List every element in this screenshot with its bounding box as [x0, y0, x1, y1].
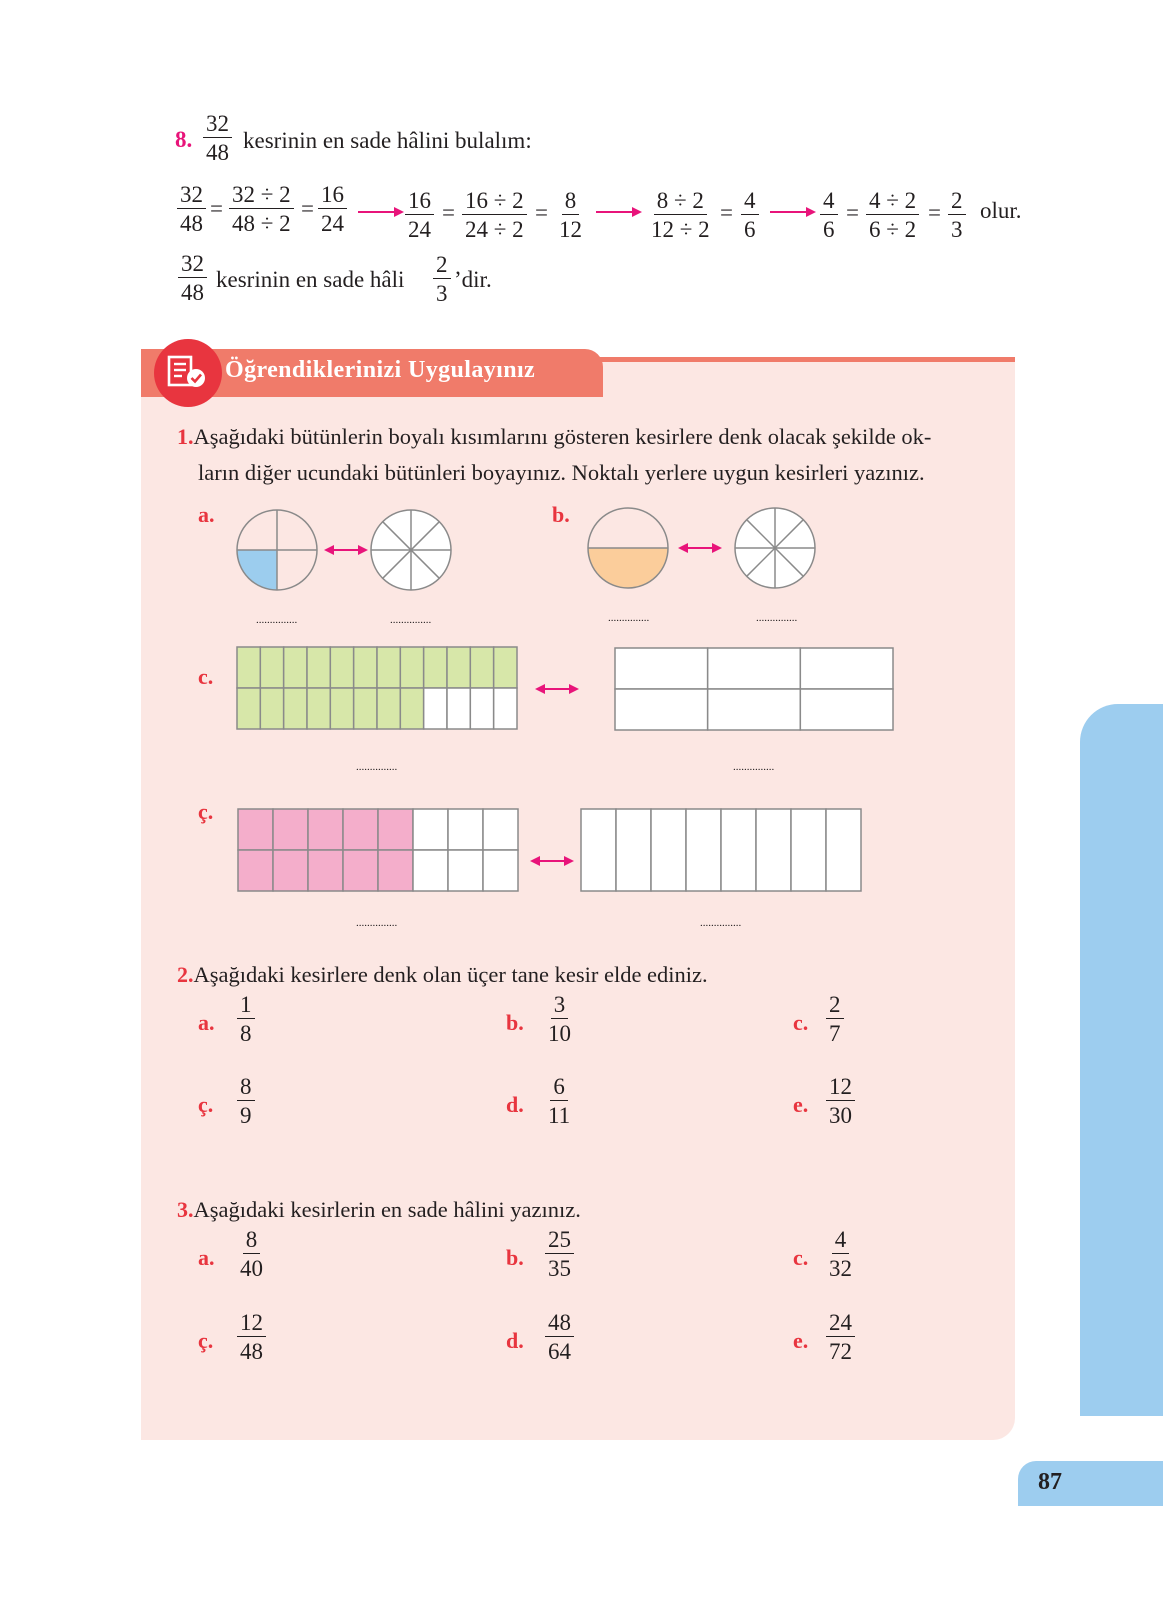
side-tab	[1080, 704, 1163, 1416]
grid-cell	[615, 648, 708, 689]
arrow-right-icon	[358, 206, 404, 218]
grid-cell	[616, 809, 651, 891]
grid-cell	[615, 689, 708, 730]
grid-cell	[721, 809, 756, 891]
equals-sign: =	[442, 200, 455, 225]
item-label: c.	[793, 1245, 809, 1270]
example-number: 8.	[175, 127, 193, 152]
item-label: d.	[506, 1092, 524, 1117]
question-number: 1.	[177, 424, 194, 449]
question-1-line-1	[177, 424, 931, 450]
shaded-cell	[308, 850, 343, 891]
shaded-cell	[307, 647, 330, 688]
shaded-cell	[354, 688, 377, 729]
page-number: 87	[1038, 1469, 1062, 1495]
fraction: $\frac{4}{6}$	[820, 189, 838, 241]
grid-3x2	[614, 647, 894, 731]
grid-cell	[800, 648, 893, 689]
shaded-cell	[284, 647, 307, 688]
item-label: a.	[198, 1245, 215, 1270]
answer-blank[interactable]: ...............	[608, 612, 650, 624]
grid-cell	[756, 809, 791, 891]
equals-sign: =	[846, 200, 859, 225]
arrow-right-icon	[596, 206, 642, 218]
checklist-icon	[154, 339, 222, 407]
grid-cell	[708, 648, 801, 689]
answer-blank[interactable]: ...............	[390, 614, 432, 626]
chain-end-text: olur.	[980, 198, 1022, 223]
shaded-cell	[237, 647, 260, 688]
question-1-line-2: ların diğer ucundaki bütünleri boyayınız. Noktalı yerlere uygun kesirleri yazınız.	[198, 460, 925, 485]
fraction: $\frac{16 \div 2}{24 \div 2}$	[462, 189, 527, 241]
grid-cell	[581, 809, 616, 891]
fraction: $\frac{25}{35}$	[545, 1228, 574, 1280]
grid-cell	[413, 809, 448, 850]
shaded-cell	[343, 850, 378, 891]
shaded-cell	[237, 688, 260, 729]
section-title: Öğrendiklerinizi Uygulayınız	[225, 357, 536, 383]
circle-eighths	[370, 509, 452, 591]
shaded-cell	[377, 647, 400, 688]
fraction: $\frac{2}{7}$	[826, 993, 844, 1045]
shaded-cell	[330, 688, 353, 729]
example-intro-text: kesrinin en sade hâlini bulalım:	[243, 128, 532, 153]
equals-sign: =	[720, 200, 733, 225]
fraction: $\frac{16}{24}$	[405, 189, 434, 241]
shaded-cell	[424, 647, 447, 688]
conclusion-suffix: ’dir.	[454, 267, 492, 292]
grid-cell	[686, 809, 721, 891]
equals-sign: =	[928, 200, 941, 225]
double-arrow-icon	[535, 683, 579, 695]
item-label-a: a.	[198, 502, 215, 527]
fraction: $\frac{2}{3}$	[433, 253, 451, 305]
shaded-cell	[330, 647, 353, 688]
grid-cell	[483, 809, 518, 850]
fraction: $\frac{1}{8}$	[237, 993, 255, 1045]
question-text: Aşağıdaki kesirlere denk olan üçer tane kesir elde ediniz.	[193, 962, 708, 987]
equals-sign: =	[535, 200, 548, 225]
question-text: Aşağıdaki bütünlerin boyalı kısımlarını gösteren kesirlere denk olacak şekilde ok-	[193, 424, 932, 449]
grid-cell	[791, 809, 826, 891]
item-label: e.	[793, 1092, 809, 1117]
answer-blank[interactable]: ...............	[756, 612, 798, 624]
fraction: $\frac{32 \div 2}{48 \div 2}$	[229, 183, 294, 235]
fraction: $\frac{6}{11}$	[548, 1074, 571, 1128]
fraction: $\frac{32}{48}$	[203, 112, 232, 164]
answer-blank[interactable]: ...............	[356, 917, 398, 929]
shaded-cell	[307, 688, 330, 729]
question-number: 2.	[177, 962, 194, 987]
item-label: d.	[506, 1328, 524, 1353]
item-label: e.	[793, 1328, 809, 1353]
grid-cell	[483, 850, 518, 891]
item-label: ç.	[198, 1092, 214, 1117]
question-2	[177, 962, 708, 988]
question-3	[177, 1197, 581, 1223]
shaded-cell	[400, 647, 423, 688]
shaded-cell	[308, 809, 343, 850]
arrow-right-icon	[770, 206, 816, 218]
header-rule	[590, 357, 1015, 362]
fraction: $\frac{32}{48}$	[177, 183, 206, 235]
shaded-cell	[378, 809, 413, 850]
fraction: $\frac{4 \div 2}{6 \div 2}$	[866, 189, 919, 241]
fraction: $\frac{2}{3}$	[948, 189, 966, 241]
conclusion-text: kesrinin en sade hâli	[216, 267, 405, 292]
grid-cell	[826, 809, 861, 891]
circle-eighths	[734, 507, 816, 589]
grid-cell	[448, 850, 483, 891]
answer-blank[interactable]: ...............	[733, 761, 775, 773]
shaded-cell	[447, 647, 470, 688]
equals-sign: =	[301, 196, 314, 221]
grid-cell	[470, 688, 493, 729]
answer-blank[interactable]: ...............	[256, 614, 298, 626]
shaded-cell	[260, 688, 283, 729]
item-label: ç.	[198, 1328, 214, 1353]
grid-cell	[651, 809, 686, 891]
shaded-cell	[378, 850, 413, 891]
grid-8x1	[580, 808, 862, 892]
shaded-cell	[284, 688, 307, 729]
double-arrow-icon	[678, 542, 722, 554]
fraction: $\frac{12}{48}$	[237, 1311, 266, 1363]
shaded-cell	[273, 809, 308, 850]
fraction: $\frac{8}{9}$	[237, 1075, 255, 1127]
shaded-cell	[343, 809, 378, 850]
fraction: $\frac{8 \div 2}{12 \div 2}$	[651, 188, 710, 242]
grid-cell	[708, 689, 801, 730]
shaded-cell	[260, 647, 283, 688]
circle-quarters	[236, 509, 318, 591]
shaded-cell	[377, 688, 400, 729]
fraction: $\frac{4}{32}$	[829, 1227, 852, 1281]
fraction: $\frac{4}{6}$	[741, 189, 759, 241]
equals-sign: =	[210, 196, 223, 221]
fraction: $\frac{3}{10}$	[548, 992, 571, 1046]
double-arrow-icon	[530, 855, 574, 867]
shaded-cell	[354, 647, 377, 688]
grid-12x2	[236, 646, 518, 730]
grid-8x2	[237, 808, 519, 892]
fraction: $\frac{8}{40}$	[240, 1227, 263, 1281]
item-label: a.	[198, 1010, 215, 1035]
grid-cell	[413, 850, 448, 891]
fraction: $\frac{32}{48}$	[178, 252, 207, 304]
grid-cell	[800, 689, 893, 730]
fraction: $\frac{12}{30}$	[826, 1075, 855, 1127]
question-text: Aşağıdaki kesirlerin en sade hâlini yazınız.	[193, 1197, 581, 1222]
item-label: c.	[793, 1010, 809, 1035]
grid-cell	[447, 688, 470, 729]
item-label-c: c.	[198, 664, 214, 689]
grid-cell	[494, 688, 517, 729]
item-label: b.	[506, 1010, 524, 1035]
fraction: $\frac{8}{12}$	[559, 188, 582, 242]
shaded-cell	[273, 850, 308, 891]
circle-halves	[587, 507, 669, 589]
grid-cell	[448, 809, 483, 850]
shaded-cell	[238, 850, 273, 891]
fraction: $\frac{24}{72}$	[826, 1311, 855, 1363]
question-number: 3.	[177, 1197, 194, 1222]
fraction: $\frac{16}{24}$	[318, 183, 347, 235]
shaded-cell	[470, 647, 493, 688]
double-arrow-icon	[324, 544, 368, 556]
answer-blank[interactable]: ...............	[700, 917, 742, 929]
grid-cell	[424, 688, 447, 729]
item-label-cc: ç.	[198, 799, 214, 824]
item-label-b: b.	[552, 502, 570, 527]
item-label: b.	[506, 1245, 524, 1270]
shaded-cell	[494, 647, 517, 688]
shaded-cell	[400, 688, 423, 729]
answer-blank[interactable]: ...............	[356, 761, 398, 773]
shaded-cell	[238, 809, 273, 850]
fraction: $\frac{48}{64}$	[545, 1311, 574, 1363]
